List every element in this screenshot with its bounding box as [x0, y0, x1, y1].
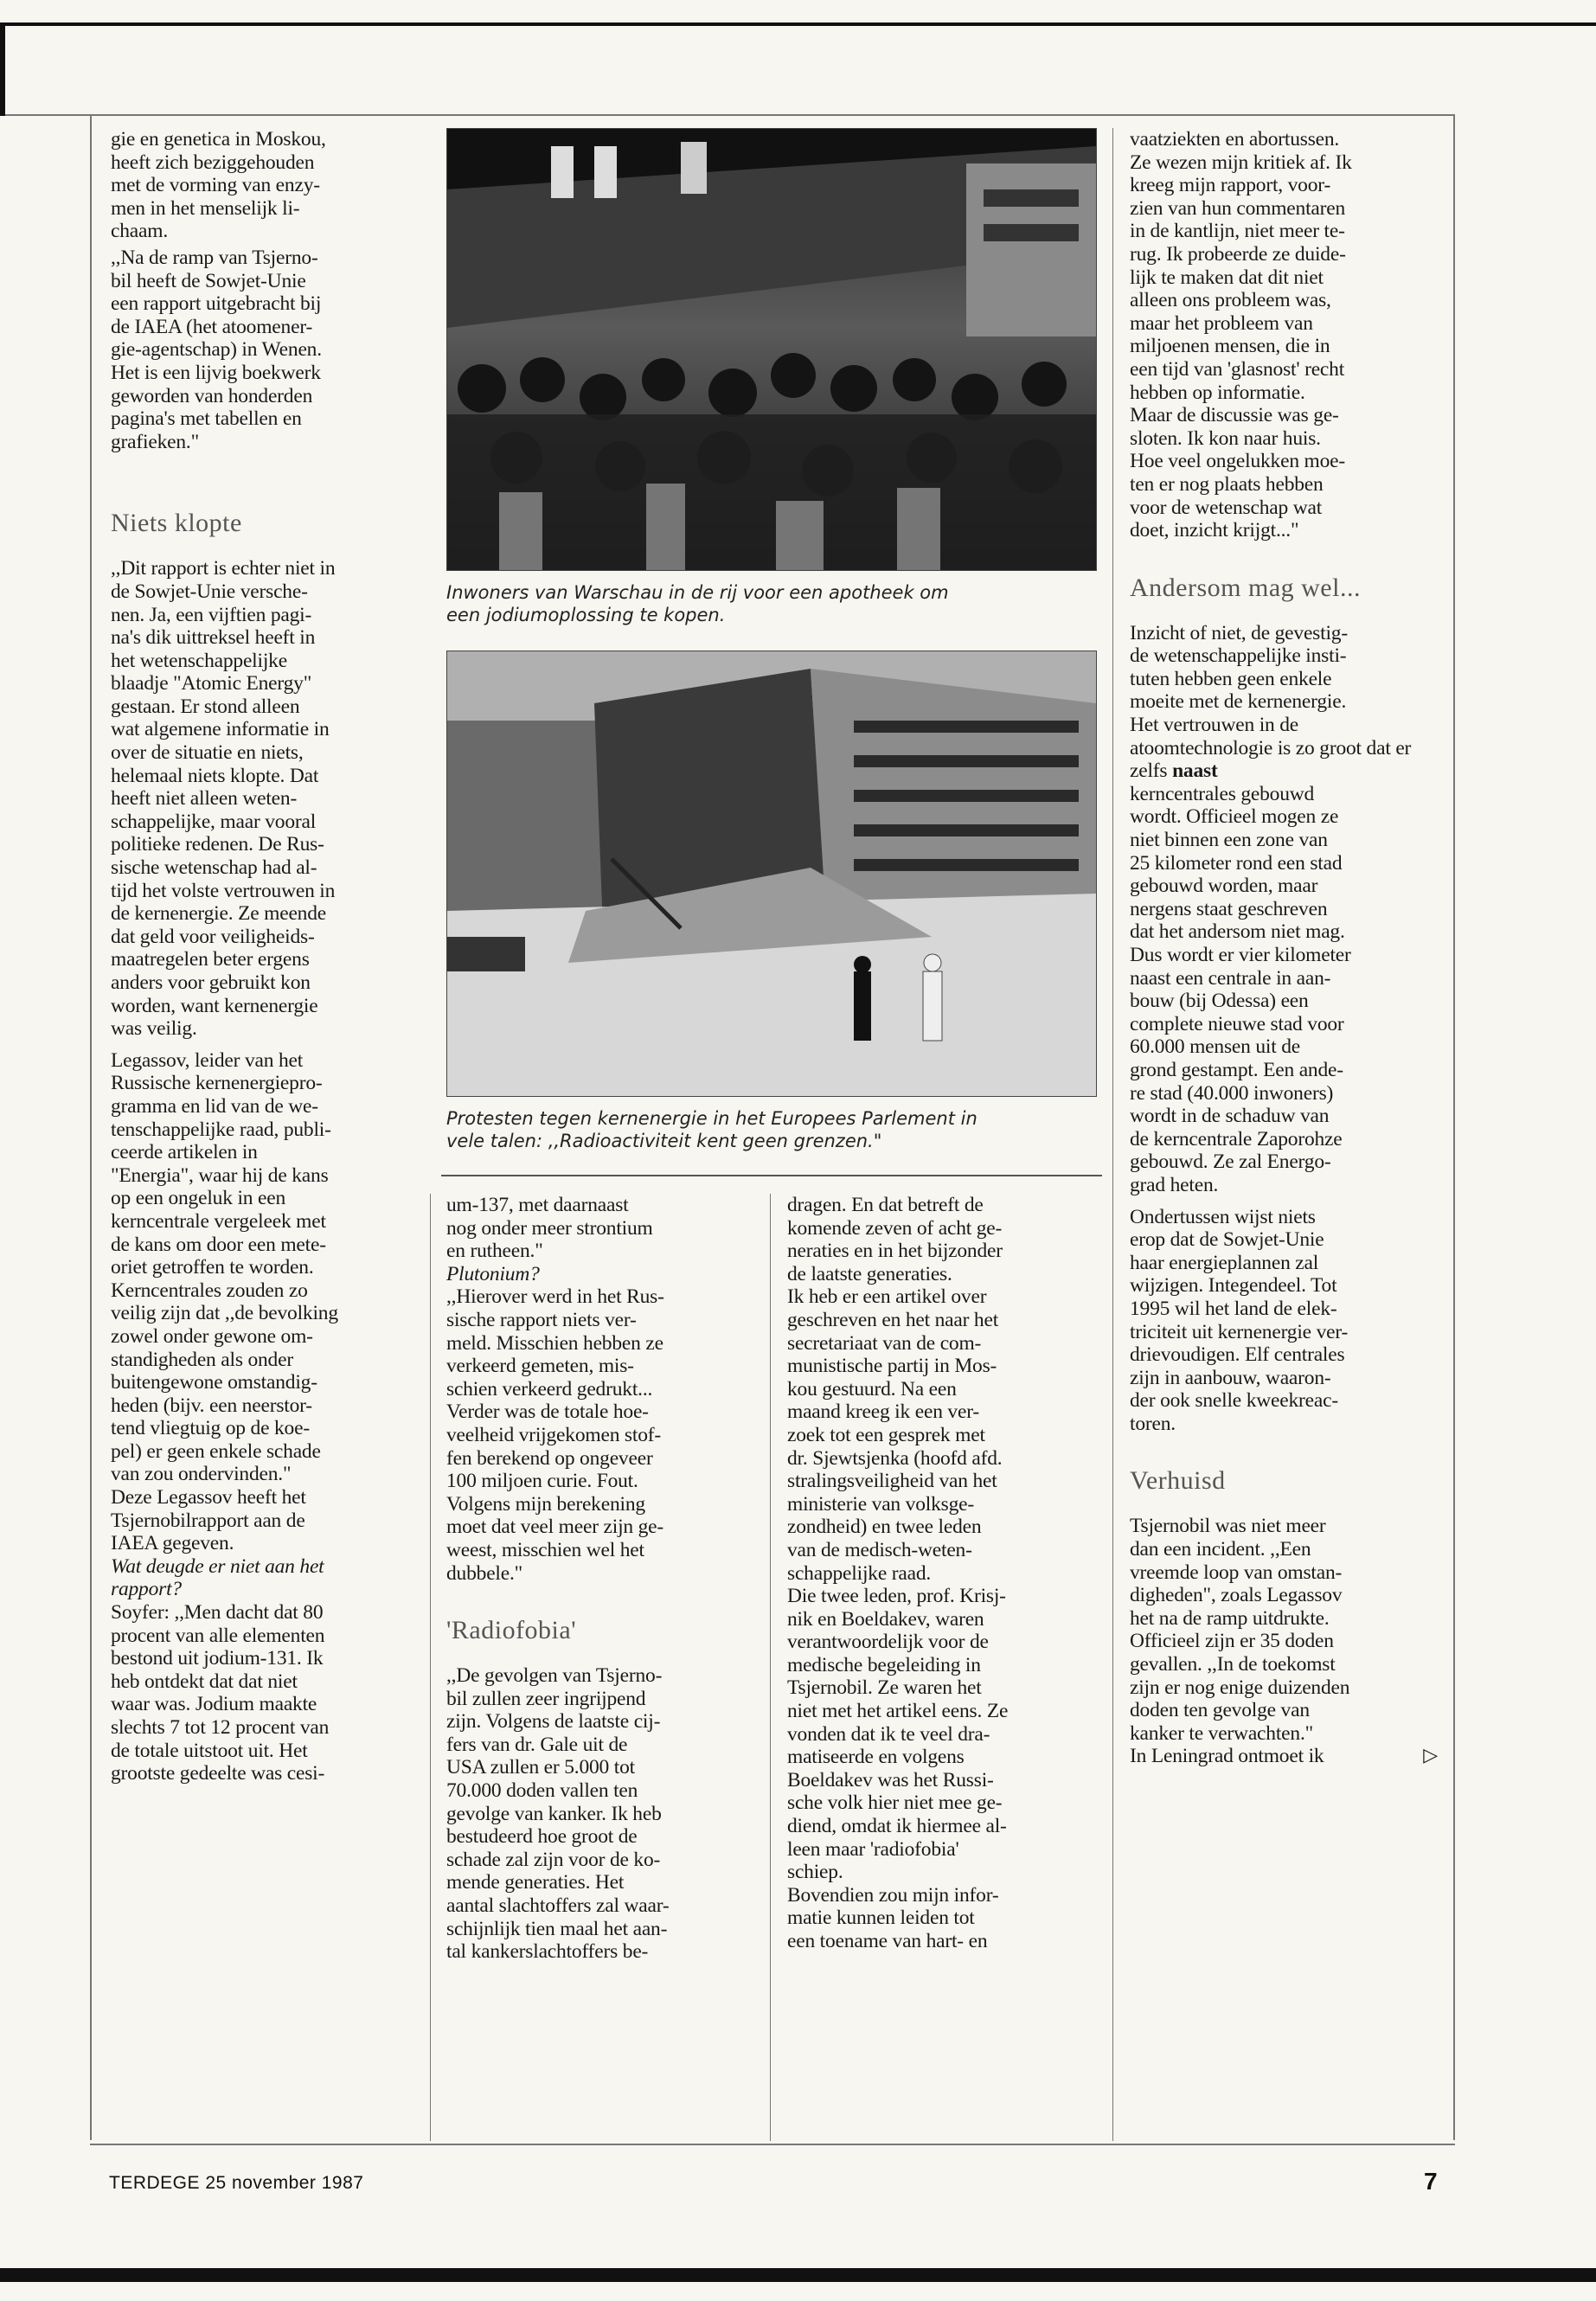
paragraph	[446, 1285, 758, 1585]
text-line: ministerie van volksge-	[787, 1492, 974, 1516]
paragraph	[111, 1049, 409, 1555]
text-line: kou gestuurd. Na een	[787, 1377, 957, 1400]
text-line: dat het andersom niet mag.	[1130, 920, 1345, 944]
text-line: diend, omdat ik hiermee al-	[787, 1815, 1007, 1838]
text-line: ,,Dit rapport is echter niet in	[111, 557, 336, 580]
text-line: Inzicht of niet, de gevestig-	[1130, 621, 1348, 644]
text-line: Tsjernobilrapport aan de	[111, 1509, 305, 1532]
text-line: mende generaties. Het	[446, 1871, 625, 1894]
text-run: groot dat er zelfs	[1130, 736, 1412, 783]
text-line: nergens staat geschreven	[1130, 897, 1328, 920]
text-line: der ook snelle kweekreac-	[1130, 1389, 1338, 1413]
text-line: Protesten tegen kernenergie in het Europees Parlement in	[446, 1108, 977, 1129]
text-line: veelheid vrijgekomen stof-	[446, 1423, 661, 1446]
text-line: de wetenschappelijke insti-	[1130, 644, 1347, 668]
text-line: secretariaat van de com-	[787, 1331, 982, 1355]
text-line: tijd het volste vertrouwen in	[111, 879, 336, 902]
text-line: Officieel zijn er 35 doden	[1130, 1630, 1334, 1653]
text-line: maand kreeg ik een ver-	[787, 1400, 979, 1424]
text-line: 60.000 mensen uit de	[1130, 1035, 1301, 1059]
text-line: men in het menselijk li-	[111, 196, 300, 220]
photo-reactor-image	[447, 651, 1096, 1096]
text-line: Die twee leden, prof. Krisj-	[787, 1585, 1006, 1608]
subheading-verhuisd: Verhuisd	[1130, 1466, 1226, 1496]
paragraph	[1130, 622, 1441, 1197]
text-line: zowel onder gewone om-	[111, 1324, 313, 1348]
column-divider	[770, 1194, 771, 2141]
text-line: niet met het artikel eens. Ze	[787, 1700, 1009, 1723]
text-line: aantal slachtoffers zal waar-	[446, 1894, 670, 1918]
text-line: tuten hebben geen enkele	[1130, 667, 1332, 690]
text-line: gramma en lid van de we-	[111, 1094, 318, 1118]
paragraph	[111, 247, 409, 453]
text-line: vreemde loop van omstan-	[1130, 1561, 1343, 1584]
text-line: complete nieuwe stad voor	[1130, 1012, 1344, 1035]
text-line: zijn er nog enige duizenden	[1130, 1676, 1350, 1699]
caption-photo-2	[446, 1107, 1104, 1152]
text-line: Inwoners van Warschau in de rij voor een apotheek om	[446, 582, 949, 603]
text-line: Dus wordt er vier kilometer	[1130, 944, 1351, 966]
paragraph	[111, 128, 409, 243]
text-line: matie kunnen leiden tot	[787, 1907, 975, 1930]
column-4	[1130, 128, 1441, 1768]
text-line: meld. Misschien hebben ze	[446, 1331, 663, 1355]
text-line: fen berekend op ongeveer	[446, 1446, 653, 1470]
text-line: na's dik uittreksel heeft in	[111, 626, 316, 650]
text-line: wat algemene informatie in	[111, 718, 330, 741]
text-line: Wat deugde er niet aan het	[111, 1554, 324, 1578]
text-line: zoek tot een gesprek met	[787, 1423, 985, 1446]
text-line: heeft zich beziggehouden	[111, 151, 315, 174]
text-line: verkeerd gemeten, mis-	[446, 1355, 634, 1378]
text-line: de kernenergie. Ze meende	[111, 902, 327, 926]
text-line: van de medisch-weten-	[787, 1538, 972, 1561]
text-line: munistische partij in Mos-	[787, 1355, 997, 1378]
subheading-radiofobia: 'Radiofobia'	[446, 1616, 577, 1645]
paragraph	[111, 557, 409, 1040]
text-line: stralingsveiligheid van het	[787, 1470, 997, 1493]
photo-chernobyl-plant	[446, 651, 1097, 1097]
text-line: weest, misschien wel het	[446, 1538, 644, 1561]
text-line: grond gestampt. Een ande-	[1130, 1058, 1343, 1081]
text-line: schappelijke, maar vooral	[111, 810, 317, 833]
text-line: tenschappelijke raad, publi-	[111, 1118, 331, 1141]
text-line: haar energieplannen zal	[1130, 1251, 1319, 1274]
text-line: dubbele."	[446, 1561, 523, 1585]
top-border	[0, 22, 1596, 26]
text-line: in de kantlijn, niet meer te-	[1130, 220, 1345, 243]
text-line: Ze wezen mijn kritiek af. Ik	[1130, 151, 1352, 174]
text-line: en rutheen."	[446, 1240, 543, 1263]
text-line: maar het probleem van	[1130, 311, 1313, 335]
text-line: ,,Hierover werd in het Rus-	[446, 1285, 664, 1309]
text-line: IAEA gegeven.	[111, 1532, 234, 1555]
text-line: blaadje "Atomic Energy"	[111, 672, 312, 695]
text-line: bestond uit jodium-131. Ik	[111, 1647, 324, 1670]
text-line: Het vertrouwen in de	[1130, 714, 1299, 737]
subheading-andersom: Andersom mag wel...	[1130, 573, 1361, 602]
text-line: kreeg mijn rapport, voor-	[1130, 174, 1331, 197]
text-line: nen. Ja, een vijftien pagi-	[111, 603, 312, 626]
text-line: wordt in de schaduw van	[1130, 1105, 1330, 1128]
text-line: neraties en in het bijzonder	[787, 1240, 1003, 1263]
text-line: Soyfer: ,,Men dacht dat 80	[111, 1601, 324, 1625]
page-number: 7	[1424, 2168, 1438, 2195]
text-line: voor de wetenschap wat	[1130, 496, 1323, 519]
text-line: um-137, met daarnaast	[446, 1194, 629, 1216]
text-line: vele talen: ,,Radioactiviteit kent geen grenzen."	[446, 1131, 882, 1151]
text-line: Maar de discussie was ge-	[1130, 404, 1339, 427]
text-line: alleen ons probleem was,	[1130, 289, 1331, 312]
interview-question	[111, 1555, 409, 1601]
text-line: drievoudigen. Elf centrales	[1130, 1343, 1345, 1367]
photo-crowd-image	[447, 129, 1096, 570]
text-line: standigheden als onder	[111, 1348, 293, 1371]
text-line: van zou ondervinden."	[111, 1463, 292, 1486]
text-line: anders voor gebruikt kon	[111, 971, 311, 994]
paragraph	[111, 1601, 409, 1785]
text-line: dat geld voor veiligheids-	[111, 925, 315, 948]
text-line: Volgens mijn berekening	[446, 1492, 645, 1516]
text-line: zijn. Volgens de laatste cij-	[446, 1710, 661, 1734]
text-line: een toename van hart- en	[787, 1930, 988, 1952]
text-line: de IAEA (het atoomener-	[111, 315, 313, 338]
paragraph	[1130, 128, 1441, 542]
column-2	[446, 1194, 758, 1964]
paragraph	[1130, 1515, 1441, 1768]
text-line: medische begeleiding in	[787, 1653, 981, 1676]
bold-word: naast	[1172, 760, 1218, 783]
text-line: naast een centrale in aan-	[1130, 966, 1331, 990]
text-line: Verder was de totale hoe-	[446, 1400, 649, 1424]
paragraph	[446, 1194, 758, 1263]
text-line: erop dat de Sowjet-Unie	[1130, 1228, 1324, 1252]
text-line: leen maar 'radiofobia'	[787, 1837, 959, 1861]
text-line: schien verkeerd gedrukt...	[446, 1377, 653, 1400]
paragraph	[787, 1285, 1099, 1585]
text-line: waar was. Jodium maakte	[111, 1693, 317, 1716]
text-line: Tsjernobil was niet meer	[1130, 1515, 1326, 1538]
text-line: met de vorming van enzy-	[111, 174, 320, 197]
text-line: op een ongeluk in een	[111, 1187, 286, 1210]
text-line: een rapport uitgebracht bij	[111, 292, 322, 316]
paragraph	[787, 1194, 1099, 1285]
text-line: hebben op informatie.	[1130, 381, 1305, 404]
text-line: de totale uitstoot uit. Het	[111, 1739, 308, 1762]
text-line: nik en Boeldakev, waren	[787, 1607, 984, 1631]
text-line: Ik heb er een artikel over	[787, 1285, 987, 1309]
text-line: atoomtechnologie is zo	[1130, 736, 1315, 760]
triangle-right-icon: ▷	[1423, 1745, 1438, 1767]
text-line: gie-agentschap) in Wenen.	[111, 338, 322, 362]
paragraph	[787, 1585, 1099, 1884]
text-line: de kerncentrale Zaporohze	[1130, 1127, 1343, 1150]
text-line: ,,Na de ramp van Tsjerno-	[111, 246, 318, 269]
text-line: Het is een lijvig boekwerk	[111, 361, 321, 384]
text-line: schade zal zijn voor de ko-	[446, 1848, 661, 1871]
footer-magazine-date: TERDEGE 25 november 1987	[109, 2173, 364, 2193]
text-line: heden (bijv. een neerstor-	[111, 1394, 312, 1417]
text-line: sloten. Ik kon naar huis.	[1130, 426, 1321, 450]
text-line: dragen. En dat betreft de	[787, 1194, 984, 1216]
text-run	[1130, 622, 1348, 760]
text-line: Ondertussen wijst niets	[1130, 1205, 1316, 1228]
text-line: veilig zijn dat ,,de bevolking	[111, 1302, 338, 1325]
column-divider	[430, 1194, 431, 2141]
text-line: schijnlijk tien maal het aan-	[446, 1917, 668, 1940]
text-line: oriet getroffen te worden.	[111, 1256, 314, 1279]
text-line: bouw (bij Odessa) een	[1130, 990, 1309, 1013]
text-line: kerncentrales gebouwd	[1130, 782, 1315, 805]
bottom-border	[0, 2268, 1596, 2282]
text-line: sische rapport niets ver-	[446, 1308, 637, 1331]
text-line: In Leningrad ontmoet ik	[1130, 1745, 1324, 1768]
text-line: schappelijke raad.	[787, 1561, 932, 1585]
text-line: 25 kilometer rond een stad	[1130, 851, 1343, 875]
paragraph	[446, 1664, 758, 1964]
text-line: geschreven en het naar het	[787, 1308, 999, 1331]
left-edge-mark	[0, 22, 5, 116]
text-line: politieke redenen. De Rus-	[111, 833, 324, 856]
column-divider	[1112, 128, 1113, 2141]
column-1	[111, 128, 409, 1785]
text-line: procent van alle elementen	[111, 1624, 325, 1647]
text-line: sche volk hier niet mee ge-	[787, 1791, 1003, 1815]
text-line: triciteit uit kernenergie ver-	[1130, 1320, 1349, 1343]
text-line: kanker te verwachten."	[1130, 1721, 1314, 1745]
text-line: moeite met de kernenergie.	[1130, 690, 1347, 714]
text-line: zondheid) en twee leden	[787, 1516, 982, 1539]
text-line: een jodiumoplossing te kopen.	[446, 605, 726, 625]
text-line: doden ten gevolge van	[1130, 1699, 1310, 1722]
text-line: Deze Legassov heeft het	[111, 1486, 306, 1509]
text-line: re stad (40.000 inwoners)	[1130, 1081, 1334, 1105]
text-line: vonden dat ik te veel dra-	[787, 1722, 990, 1746]
text-line: toren.	[1130, 1412, 1176, 1435]
text-line: grootste gedeelte was cesi-	[111, 1762, 325, 1785]
text-run	[1130, 1515, 1349, 1767]
interview-question: Plutonium?	[446, 1262, 540, 1285]
text-line: Boeldakev was het Russi-	[787, 1768, 994, 1791]
text-line: dr. Sjewtsjenka (hoofd afd.	[787, 1446, 1003, 1470]
text-line: gevallen. ,,In de toekomst	[1130, 1653, 1336, 1676]
text-line: 70.000 doden vallen ten	[446, 1779, 638, 1803]
text-line: gestaan. Er stond alleen	[111, 695, 300, 718]
text-line: gevolge van kanker. Ik heb	[446, 1802, 662, 1825]
text-line: 100 miljoen curie. Fout.	[446, 1470, 638, 1493]
text-line: de kans om door een mete-	[111, 1233, 326, 1256]
text-line: grad heten.	[1130, 1173, 1219, 1196]
text-line: doet, inzicht krijgt..."	[1130, 519, 1299, 542]
text-line: zien van hun commentaren	[1130, 196, 1346, 220]
text-line: fers van dr. Gale uit de	[446, 1733, 628, 1756]
text-line: ceerde artikelen in	[111, 1141, 258, 1164]
text-line: heb ontdekt dat dat niet	[111, 1670, 298, 1693]
frame-left	[90, 116, 92, 2140]
text-line: komende zeven of acht ge-	[787, 1216, 1003, 1240]
text-line: bil heeft de Sowjet-Unie	[111, 269, 306, 292]
text-line: Tsjernobil. Ze waren het	[787, 1676, 982, 1700]
paragraph	[1130, 1206, 1441, 1436]
text-line: verantwoordelijk voor de	[787, 1631, 989, 1654]
column-3	[787, 1194, 1099, 1953]
text-line: heeft niet alleen weten-	[111, 787, 298, 811]
text-line: niet binnen een zone van	[1130, 829, 1328, 852]
text-line: USA zullen er 5.000 tot	[446, 1756, 635, 1779]
text-line: bestudeerd hoe groot de	[446, 1825, 638, 1849]
text-line: was veilig.	[111, 1017, 197, 1041]
text-line: kerncentrale vergeleek met	[111, 1209, 326, 1233]
text-line: slechts 7 tot 12 procent van	[111, 1716, 330, 1739]
text-line: ,,De gevolgen van Tsjerno-	[446, 1664, 663, 1688]
text-line: het wetenschappelijke	[111, 649, 287, 672]
text-line: pel) er geen enkele schade	[111, 1439, 321, 1463]
text-line: moet dat veel meer zijn ge-	[446, 1516, 664, 1539]
text-line: vaatziekten en abortussen.	[1130, 128, 1340, 151]
text-line: Legassov, leider van het	[111, 1048, 304, 1072]
text-line: lijk te maken dat dit niet	[1130, 266, 1324, 289]
text-run	[1130, 783, 1351, 1196]
text-line: wijzigen. Integendeel. Tot	[1130, 1274, 1337, 1298]
text-line: buitengewone omstandig-	[111, 1371, 317, 1394]
text-line: zijn in aanbouw, waaron-	[1130, 1366, 1331, 1389]
frame-top	[5, 114, 1455, 116]
text-line: worden, want kernenergie	[111, 994, 318, 1017]
text-line: Hoe veel ongelukken moe-	[1130, 450, 1346, 473]
text-line: de laatste generaties.	[787, 1262, 952, 1285]
text-line: dan een incident. ,,Een	[1130, 1538, 1311, 1561]
text-line: bil zullen zeer ingrijpend	[446, 1687, 646, 1710]
text-line: rapport?	[111, 1578, 182, 1601]
text-line: tal kankerslachtoffers be-	[446, 1940, 649, 1964]
text-line: matiseerde en volgens	[787, 1746, 965, 1769]
text-line: maatregelen beter ergens	[111, 948, 310, 971]
text-line: gebouwd. Ze zal Energo-	[1130, 1150, 1331, 1174]
text-line: schiep.	[787, 1861, 843, 1884]
paragraph	[787, 1884, 1099, 1953]
text-line: Bovendien zou mijn infor-	[787, 1883, 999, 1907]
text-line: Kerncentrales zouden zo	[111, 1279, 308, 1302]
text-line: 1995 wil het land de elek-	[1130, 1297, 1337, 1320]
text-line: sische wetenschap had al-	[111, 856, 317, 880]
text-line: tend vliegtuig op de koe-	[111, 1417, 310, 1440]
text-line: een tijd van 'glasnost' recht	[1130, 357, 1345, 381]
text-line: grafieken."	[111, 430, 199, 453]
text-line: over de situatie en niets,	[111, 741, 304, 765]
subheading-niets-klopte: Niets klopte	[111, 509, 242, 538]
text-line: digheden", zoals Legassov	[1130, 1584, 1343, 1607]
text-line: gie en genetica in Moskou,	[111, 128, 326, 151]
text-line: "Energia", waar hij de kans	[111, 1163, 329, 1187]
caption-rule	[441, 1175, 1102, 1176]
caption-photo-1	[446, 581, 1104, 626]
text-line: wordt. Officieel mogen ze	[1130, 805, 1339, 829]
text-line: het na de ramp uitdrukte.	[1130, 1606, 1330, 1630]
text-line: helemaal niets klopte. Dat	[111, 764, 319, 787]
text-line: geworden van honderden	[111, 384, 313, 407]
text-line: chaam.	[111, 220, 168, 243]
text-line: gebouwd worden, maar	[1130, 875, 1318, 898]
text-line: Russische kernenergiepro-	[111, 1072, 323, 1095]
text-line: miljoenen mensen, die in	[1130, 335, 1330, 358]
text-line: rug. Ik probeerde ze duide-	[1130, 242, 1346, 266]
frame-right	[1453, 116, 1455, 2140]
text-line: pagina's met tabellen en	[111, 407, 302, 431]
frame-bottom	[90, 2144, 1455, 2145]
text-line: nog onder meer strontium	[446, 1216, 653, 1240]
photo-warschau-queue	[446, 128, 1097, 571]
text-line: de Sowjet-Unie versche-	[111, 580, 308, 603]
text-line: ten er nog plaats hebben	[1130, 472, 1324, 496]
